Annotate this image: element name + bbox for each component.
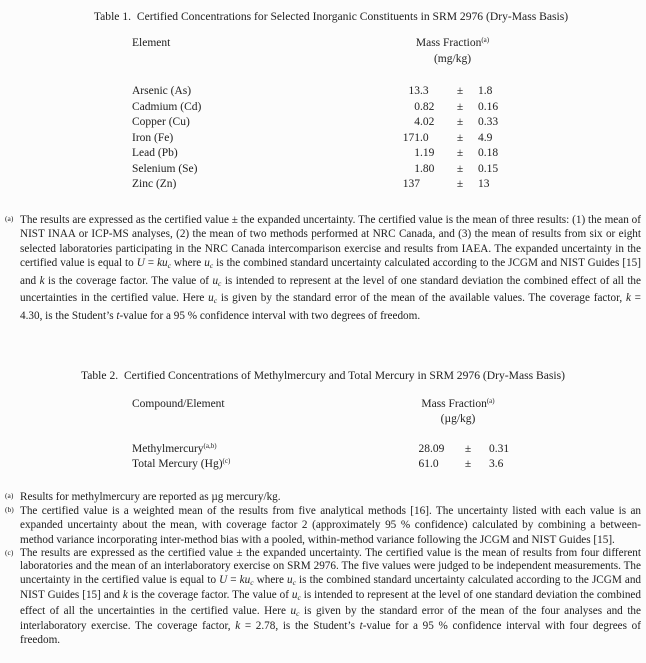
table1-unit-row [132, 52, 646, 68]
plus-minus-sign: ± [456, 147, 464, 159]
row-footnote-ref: (a,b) [203, 441, 217, 450]
table1 [132, 36, 646, 193]
row-uncertainty: 13 [478, 178, 490, 190]
subscript-symbol: c [296, 608, 300, 618]
footnote-marker: (a) [5, 490, 14, 500]
italic-symbol: U [136, 257, 145, 270]
row-label: Zinc (Zn) [132, 178, 177, 190]
row-value-int: 1 [414, 147, 420, 159]
table2-compound-column-header: Compound/Element [132, 397, 225, 410]
row-value-frac: .0 [430, 458, 439, 471]
subscript-symbol: c [213, 296, 218, 306]
table2-footnotes [0, 490, 646, 648]
footnote-marker: (b) [5, 504, 14, 514]
subscript-symbol: c [209, 261, 214, 271]
italic-symbol: k [122, 589, 128, 602]
table-row [132, 146, 646, 162]
row-value-int: 61 [418, 458, 430, 471]
row-label: Total Mercury $(Hg)^{(c)}$ [132, 457, 231, 471]
table-row [132, 100, 646, 116]
row-uncertainty: 0.15 [478, 162, 499, 175]
plus-minus-sign: ± [456, 85, 464, 97]
row-value-frac: .09 [430, 442, 445, 455]
table1-header-row [132, 36, 646, 52]
row-value-frac: .82 [420, 100, 435, 113]
row-footnote-ref: (c) [222, 457, 231, 466]
table2-unit-label: (µg/kg) [440, 413, 476, 426]
table-row [132, 162, 646, 178]
table-row [132, 442, 646, 458]
italic-symbol: k [625, 292, 631, 305]
table1-rows [132, 84, 646, 193]
table-row [132, 177, 646, 193]
plus-minus-sign: ± [456, 100, 464, 113]
row-uncertainty: 1.8 [478, 85, 493, 97]
row-value-int: 1 [414, 162, 420, 175]
table1-unit-label: (mg/kg) [433, 52, 472, 65]
plus-minus-sign: ± [464, 442, 472, 455]
mass-fraction-footnote-ref: (a) [486, 396, 495, 405]
table2-mass-fraction-header [382, 397, 534, 413]
table2-header-row [132, 397, 646, 413]
subscript-symbol: c [218, 278, 222, 288]
table1-element-column-header: Element [132, 37, 171, 49]
table2-title: Table 2. Certified Concentrations of Methylmercury and Total Mercury in SRM 2976 (Dry-Mass Basis) [80, 368, 566, 382]
italic-symbol: u [204, 257, 210, 270]
plus-minus-sign: ± [464, 458, 472, 471]
footnote: (a) Results for methylmercury are reported as µg mercury/kg. [5, 490, 281, 503]
table-row [132, 457, 646, 473]
italic-symbol: k [39, 274, 45, 287]
row-uncertainty: 3.6 [489, 458, 504, 471]
row-value-frac: .02 [420, 116, 435, 128]
subscript-symbol: c [292, 577, 296, 587]
row-label: Selenium (Se) [132, 162, 198, 175]
italic-symbol: t [116, 310, 120, 323]
row-uncertainty: 4.9 [478, 131, 493, 144]
italic-symbol: t [359, 620, 363, 633]
table-row [132, 84, 646, 100]
row-value-int: 137 [402, 178, 420, 190]
italic-symbol: ku [239, 573, 251, 586]
footnote: (c) The results are expressed as the certified value ± the expanded uncertainty. The certified value is the mean of results from four different laboratories and the mean of an interlaboratory exercise on SRM 2976. The five values were judged to be independent measurements. The uncertainty in the certified value is equal to $U = ku_c$ where $u_c$ is the combined standard uncertainty calculated according to the JCGM and NIST Guides [15] and k is the coverage factor. The value of $u_c$ is intended to represent at the level of one standard deviation the combined effect of all the uncertainties in the certified value. Here $u_c$ is given by the standard error of the mean of the four analyses and the interlaboratory exercise. The coverage factor, k = 2.78, is the Student’s t-value for a 95 % confidence interval with four degrees of freedom. [5, 546, 642, 646]
row-label: Iron (Fe) [132, 131, 174, 144]
spacer [132, 412, 382, 428]
row-value-int: 0 [414, 100, 420, 113]
italic-symbol: u [291, 589, 298, 602]
mass-fraction-footnote-ref: (a) [481, 36, 490, 44]
row-value-frac: .80 [420, 162, 435, 175]
row-label: Copper (Cu) [132, 116, 190, 128]
italic-symbol: u [287, 573, 293, 586]
row-value-frac [420, 177, 442, 193]
row-value-int: 28 [418, 442, 430, 455]
mass-fraction-label: Mass Fraction [421, 397, 487, 410]
row-value-int: 13 [408, 85, 420, 97]
plus-minus-sign: ± [456, 178, 464, 190]
italic-symbol: u [212, 274, 219, 287]
footnote: (b) The certified value is a weighted mean of the results from five analytical methods [16]. The uncertainty listed with each value is an expanded uncertainty about the mean, with coverage factor 2 (approximately 95 % confidence) calculated by combining a between-method variance incorporating inter-method bias with a pooled, within-method variance following the JCGM and NIST Guides [15]. [5, 504, 641, 546]
row-label: Cadmium (Cd) [132, 100, 202, 113]
spacer [132, 52, 372, 68]
row-uncertainty: 0.33 [478, 116, 499, 128]
italic-symbol: u [290, 604, 297, 617]
plus-minus-sign: ± [456, 131, 464, 144]
table1-title: Table 1. Certified Concentrations for Selected Inorganic Constituents in SRM 2976 (Dry-Mass Basis) [93, 10, 569, 23]
footnote: (a) The results are expressed as the certified value ± the expanded uncertainty. The certified value is the mean of three results: (1) the mean of NIST INAA or ICP-MS analyses, (2) the mean of two methods performed at NRC Canada, and (3) the mean of results from six or eight selected laboratories participating in the NRC Canada intercomparison exercise and results from IAEA. The expanded uncertainty in the certified value is equal to $U = ku_c$ where $u_c$ is the combined standard uncertainty calculated according to the JCGM and NIST Guides [15] and k is the coverage factor. The value of $u_c$ is intended to represent at the level of one standard deviation the combined effect of all the uncertainties in the certified value. Here $u_c$ is given by the standard error of the mean of the available values. The coverage factor, k = 4.30, is the Student’s t-value for a 95 % confidence interval with two degrees of freedom. [5, 213, 641, 323]
table2 [132, 397, 646, 473]
plus-minus-sign: ± [456, 116, 464, 128]
italic-symbol: k [235, 620, 241, 633]
table2-unit-row [132, 412, 646, 428]
row-value-frac: .0 [420, 131, 429, 144]
row-label: Arsenic (As) [132, 85, 192, 97]
footnote-marker: (a) [5, 213, 14, 223]
row-value-int: 171 [402, 131, 420, 144]
subscript-symbol: c [167, 261, 171, 271]
subscript-symbol: c [250, 577, 254, 587]
table-row [132, 115, 646, 131]
plus-minus-sign: ± [456, 162, 464, 175]
table2-rows [132, 442, 646, 473]
mass-fraction-label: Mass Fraction [415, 37, 482, 49]
footnote-marker: (c) [5, 547, 14, 557]
row-value-frac: .3 [420, 85, 429, 97]
row-value-frac: .19 [420, 147, 435, 159]
row-value-int: 4 [414, 116, 420, 128]
italic-symbol: u [208, 292, 214, 305]
row-uncertainty: 0.16 [478, 100, 499, 113]
table1-mass-fraction-header [372, 36, 523, 52]
table1-footnotes [0, 213, 646, 324]
row-uncertainty: 0.18 [478, 147, 499, 159]
table-row [132, 131, 646, 147]
subscript-symbol: c [297, 593, 301, 603]
italic-symbol: ku [157, 257, 168, 270]
row-label: Methylmercury$^{(a,b)}$ [132, 441, 217, 455]
row-label: Lead (Pb) [132, 147, 178, 159]
row-uncertainty: 0.31 [489, 442, 510, 455]
italic-symbol: U [219, 573, 228, 586]
